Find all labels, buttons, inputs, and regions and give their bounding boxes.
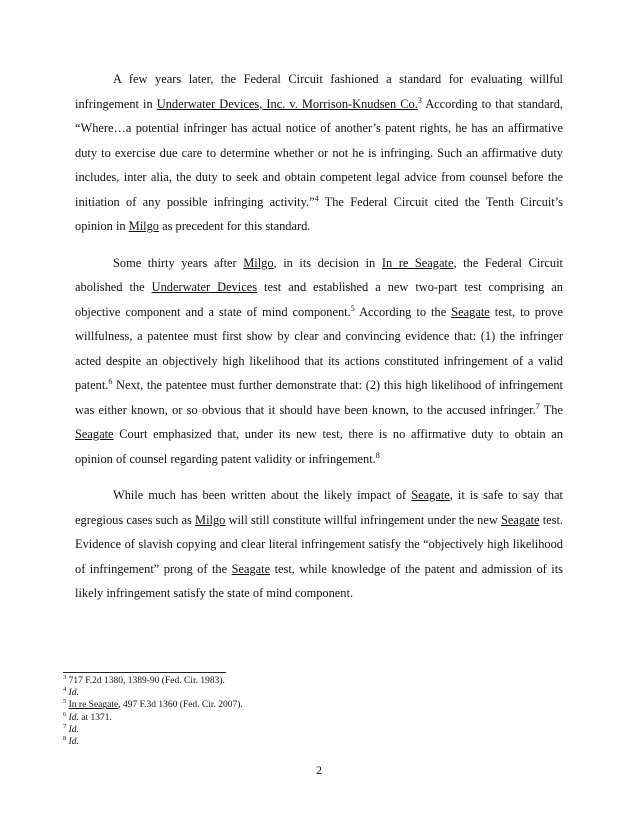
footnote-ref-3[interactable]: 3: [417, 95, 422, 105]
footnote-4: $^4$ Id.: [63, 686, 79, 699]
footnote-6: $^6$ Id. at 1371.: [63, 710, 112, 723]
case-citation-milgo: Milgo: [243, 255, 274, 270]
case-citation-milgo: Milgo: [128, 219, 159, 233]
case-citation-underwater-devices: Underwater Devices: [151, 280, 258, 294]
paragraph-3: While much has been written about the likely impact of Seagate, it is safe to say that egregious cases such as Milgo will still constitute willful infringement under the new Seagate test. Evidence of slavish copying and clear literal infringement satisfy the “objectively high likelihood of infringement” prong of the Seagate test, while knowledge of the patent and admission of its likely infringement satisfy the state of mind component.: [75, 488, 563, 600]
footnote-ref-8[interactable]: 8: [375, 450, 380, 460]
paragraph-1: A few years later, the Federal Circuit fashioned a standard for evaluating willful infringement in Underwater Devices, Inc. v. Morrison-Knudsen Co.$^3$ According to that standard, “Where…a potential infringer has actual notice of another’s patent rights, he has an affirmative duty to exercise due care to determine whether or not he is infringing. Such an affirmative duty includes, inter alia, the duty to seek and obtain competent legal advice from counsel before the initiation of any possible infringing activity.”$^4$ The Federal Circuit cited the Tenth Circuit’s opinion in Milgo as precedent for this standard.: [75, 72, 564, 233]
footnote-7: $^7$ Id.: [63, 722, 79, 735]
footnote-ref-6[interactable]: 6: [108, 376, 113, 386]
case-citation-underwater-devices: Underwater Devices, Inc. v. Morrison-Knudsen Co.: [156, 96, 418, 111]
footnote-ref-4[interactable]: 4: [314, 193, 319, 203]
case-citation-seagate: In re Seagate: [381, 255, 454, 270]
case-citation-seagate: Seagate: [411, 488, 450, 502]
page-number: 2: [316, 763, 322, 777]
case-citation-milgo: Milgo: [195, 512, 226, 527]
footnote-ref-7[interactable]: 7: [535, 401, 540, 411]
footnote-8: $^8$ Id.: [63, 734, 79, 748]
footnote-ref-5[interactable]: 5: [350, 303, 355, 313]
case-citation-seagate: Seagate: [75, 427, 114, 441]
body-text: [75, 67, 563, 618]
footnotes: [63, 675, 363, 748]
case-citation-seagate: Seagate: [451, 304, 490, 319]
footnote-3: $^3$ 717 F.2d 1380, 1389-90 (Fed. Cir. 1983).: [63, 673, 225, 686]
footnote-5: $^5$ In re Seagate, 497 F.3d 1360 (Fed. Cir. 2007).: [63, 698, 243, 711]
case-citation-seagate: Seagate: [500, 512, 540, 527]
footnote-separator: [63, 672, 226, 673]
case-citation-seagate: Seagate: [231, 561, 271, 576]
paragraph-2: Some thirty years after Milgo, in its decision in In re Seagate, the Federal Circuit abolished the Underwater Devices test and established a new two-part test comprising an objective component and a state of mind component.$^5$ According to the Seagate test, to prove willfulness, a patentee must first show by clear and convincing evidence that: (1) the infringer acted despite an objectively high likelihood that its actions constituted infringement of a valid patent.$^6$ Next, the patentee must further demonstrate that: (2) this high likelihood of infringement was either known, or so obvious that it should have been known, to the accused infringer.$^7$ The Seagate Court emphasized that, under its new test, there is no affirmative duty to obtain an opinion of counsel regarding patent validity or infringement.$^8$: [75, 255, 564, 466]
